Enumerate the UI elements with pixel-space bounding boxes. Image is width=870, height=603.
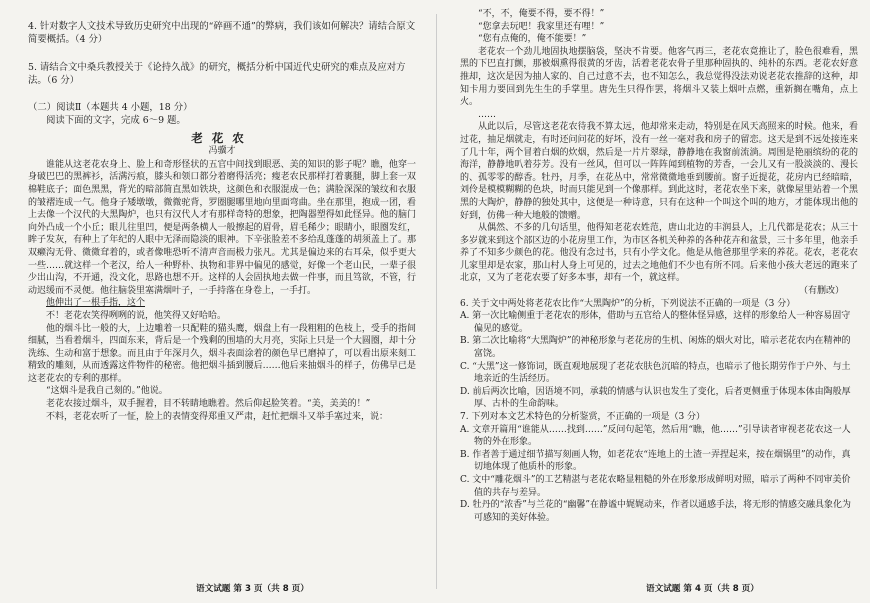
article-paragraph: 不料，老花农听了一怔，脸上的表情变得郑重又严肃，赶忙把烟斗又举手塞过来，说： [46,411,389,422]
article-author: 冯骥才 [208,145,236,156]
q6-option-a: A. 第一次比喻侧重于老花农的形体，借助与五官给人的整体怪异感，这样的形象给人一种容易固守偏见的感觉。 [460,311,851,334]
dialogue-line: “不，不，俺要不得，要不得！” [478,9,605,19]
page-footer: 语文试题 第 3 页（共 8 页） [196,584,309,594]
article-paragraph: 老花农一个劲儿地固执地摆脑袋，坚决不肯要。他客气再三，老花农竟推让了，脸色很难看，黑黑的下巴直打颤，那被烟熏得很黄的牙齿，活着老花农骨子里那种固执的、纯朴的东西。老花农好意推却，这次是因为抽人家的、自己过意不去，也不知怎么，我总觉得没法劝说老花农推辞的这种，却知卡用力要回到先生生的手掌里。唐先生只得作罢，将烟斗又装上烟叶点燃，重新搁在嘴角，点上火。 [460,46,858,108]
section-heading: （二）阅读Ⅱ（本题共 4 小题，18 分） [28,102,193,114]
edited-note: （有删改） [798,286,844,297]
dialogue-line: “您有点俺的，俺不能要！” [478,34,587,45]
q7-option-c: C. 文中“雕花烟斗”的工艺精湛与老花农略显粗糙的外在形象形成鲜明对照，暗示了两种不同审美价值的共存与差异。 [460,474,851,498]
q6-option-c: C. “大黑”这一修饰词，既直观地展现了老花农肤色沉暗的特点，也暗示了他长期劳作于户外、与土地亲近的生活经历。 [460,361,851,385]
dialogue-line: “您拿去玩吧！我家里还有哩！” [478,21,605,32]
question-7: 7. 下列对本文艺术特色的分析鉴赏，不正确的一项是（3 分） [460,412,706,422]
q7-option-d: D. 牡丹的“浓香”与兰花的“幽馨”在静谧中娓娓动来，作者以通感手法，将无形的情感交融具象化为可感知的美好体验。 [460,500,852,523]
article-paragraph: “这烟斗是我自己刻的。”他说。 [46,386,168,397]
q7-option-b: B. 作者善于通过细节描写刻画人物，如老花农“连地上的土渣一弄捏起来，按在烟锅里”的动作，真切地体现了他质朴的形象。 [460,449,851,473]
q6-option-b: B. 第二次比喻将“大黑陶炉”的神秘形象与老花房的生机、闲炼的烟火对比，暗示老花农内在精神的富饶。 [460,336,851,360]
reading-instruction: 阅读下面的文字，完成 6～9 题。 [46,115,186,127]
article-paragraph: 不！老花农笑得咧咧的说，他笑得又好哈哈。 [46,310,227,321]
ellipsis-separator: …… [478,109,496,120]
article-title: 老花农 [191,130,253,145]
exam-page-3 [6,0,426,603]
article-paragraph: 老花农接过烟斗，双手握着，目不转睛地瞧着。然后仰起脸笑着。“美，美美的！” [46,399,371,410]
article-paragraph: 谁能从这老花农身上、脸上和奇形怪状的五官中间找到眼恶、美的知识的影子呢？瞧，他穿一身破巴巴的黑裤衫，活满污痕，膝头和领口都分着磨得活亮；瘦老农民那样打着裹腿，脚上套一双棉鞋底子；面色黑黑，背光的暗部简直黑如铁块，这颜色和衣服混成一色；满脸深深的皱纹和衣服的皱褶连成一气。他身子矮墩墩，微微驼背，罗圈腿哪里地向里面弯曲。坐在那里，抱成一团，看上去像一个汉代的大黑陶炉，也只有汉代人才有那样奇特的想象，把陶器塑得如此怪异。他的脑门向外凸成一个小丘；眼儿往里凹，便是两条横人一般擦起的眉骨，眉毛稀少；眼睛小，眼圈发红，眸子发灰，有种上了年纪的人眼中无泽而隐淡的眼神。下辛张脸差不多给乱蓬蓬的胡须盖上了。那双癞沟无骨、微微耷着的，或者像唯恐听不清声音而极力张凡。尤其是偏边来的右耳朵，似乎更大一些……就这样一个老汉，给人一种野朴、执物和非界中偏见的感觉，好像一个老山民，一辈子很少出山沟，不开通，没文化，思路也想不开。这样的人会固执地去做一件事，而且笃欲，不管，行动迟缓而不灵便。他往脑袋里塞满烟叶子，一手持落在身卷上，一手打。 [28,159,416,296]
article-paragraph: 他的烟斗比一般的大，上边雕着一只配鞋的猫头鹰，烟盘上有一段粗粗的色枝上，受手的指间细腻，当看着烟斗，四面东来，背后是一个残剩的围墙的大月亮，实际上只是一个大圆圈，却十分洗练、生动和富于想象。而且由于年深月久，烟斗表面涂着的颜色早已磨掉了，可以看出原来刻工精致的雕刻，从而透露这件物件的秘密。他把烟斗插到腰后……他后来抽烟斗的样子，仿佛早已是这老花农的专利的那样。 [28,323,416,384]
article-paragraph: 从此以后，尽管这老花农待我不算太远，他却常来走动，特别是在风天高照来的时候。他来，看过花，抽足烟就走，有时还问问花的好坏，没有一丝一毫对我和房子的留恋。这天是到不远处接连来了几十年，两个冒着白烟的炊烟，然后是一片片翠绿，静静地在我窗前流淌。周围是艳丽缤纷的花的海洋，静静地叭着芬芳。没有一丝风，但可以一阵阵闻到植物的芳香，一会儿又有一股淡淡的、漫长的、孤零零的醇香。牡丹，月季，在花丛中，常常微微地垂到腰前。窗子近提花，花房内已经暗暗，刘伶是模模糊糊的色块，时而只能见到一个像那样。到此这时，老花农坐下来，就像屋里站着一个黑黑的大陶炉，静静的独处其中，这便是一种诗意，只有在这种一个叫这个叫的地方，才能体现出他的好到，仿佛一种大地般的馈赠。 [460,122,858,221]
page-divider [436,14,437,589]
question-5: 5. 请结合文中桑兵教授关于《论持久战》的研究，概括分析中国近代史研究的难点及应对方法。（6 分） [28,61,406,86]
article-paragraph: 他伸出了一根手指，这个 [46,298,146,309]
page-footer: 语文试题 第 4 页（共 8 页） [646,584,759,594]
question-4: 4. 针对数字人文技术导致历史研究中出现的“碎画不通”的弊病，我们该如何解决？请结合原文简要概括。（4 分） [28,21,416,46]
q7-option-a: A. 文章开篇用“谁能从……找到……”反问句起笔，然后用“瞧，他……”引导读者审视老花农这一人物的外在形象。 [460,424,851,448]
q6-option-d: D. 前后两次比喻，因语境不同，承载的情感与认识也发生了变化，后者更侧重于体现本体由陶般厚厚、古朴的生命韵味。 [460,386,851,410]
question-6: 6. 关于文中两处将老花农比作“大黑陶炉”的分析，下列说法不正确的一项是（3 分） [460,298,796,309]
exam-page-4 [446,0,866,603]
article-paragraph: 从偶然、不多的几句话里，他得知老花农姓范，唐山北边的丰润县人，上几代都是花农；从三十多岁就来到这个部区边的小花房里工作，为市区各机关种养的各种花卉和盆景，三十多年里，他亲手养了不知多少颜色的花。他没有念过书，只有小学文化。他是从他爸那里学来的养花。花农，老花农儿家里却是农家，那山村人身上可见的，过去之地他们不少也有所不同。后来他小孩大老远的跑来了北京，又为了老花农要了好多本事，却有一个，就这样。 [460,223,858,284]
